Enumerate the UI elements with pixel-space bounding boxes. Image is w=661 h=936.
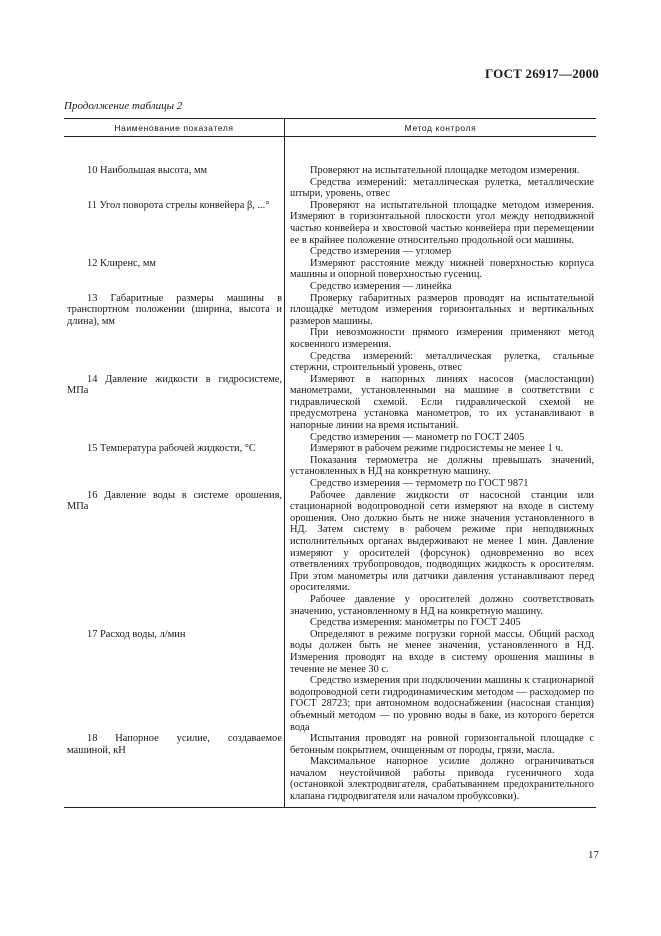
method-paragraph: Проверяют на испытательной площадке методом измерения. Измеряют в горизонтальной плоскости угол между неподвижной частью конвейера и хвостовой частью конвейера при перемещении ее в крайнее положение относительно продольной оси машины. xyxy=(290,199,594,246)
parameter-name: 15 Температура рабочей жидкости, °С xyxy=(87,443,256,455)
method-paragraph: Рабочее давление у оросителей должно соответствовать значению, установленному в НД на конкретную машину. xyxy=(290,593,594,617)
method-paragraph: При невозможности прямого измерения применяют метод косвенного измерения. xyxy=(290,327,594,350)
parameter-cell xyxy=(64,165,284,200)
parameter-name: 17 Расход воды, л/мин xyxy=(87,628,186,640)
table-row xyxy=(64,490,596,629)
table-row xyxy=(64,200,596,258)
parameter-cell xyxy=(64,374,284,444)
parameter-name: 11 Угол поворота стрелы конвейера β, ...° xyxy=(87,199,270,211)
parameter-name: 16 Давление воды в системе орошения, МПа xyxy=(67,489,282,513)
parameter-cell xyxy=(64,293,284,374)
col-header-parameter: Наименование показателя xyxy=(64,119,285,136)
method-paragraph: Средства измерений: металлическая рулетка, стальные стержни, строительный уровень, отвес xyxy=(290,350,594,374)
method-paragraph: Рабочее давление жидкости от насосной станции или стационарной водопроводной сети измеряют на входе в систему орошения. Оно должно быть не ниже значения установленного в НД. Затем систему в рабочем режиме при неподвижных исполнительных органах выдерживают не менее 1 мин. Давление измеряют у оросителей (форсунок) одновременно во всех ответвлениях трубопроводов, подводящих жидкость к оросителям. При этом манометры или датчики давления устанавливают перед оросителями. xyxy=(290,489,594,594)
standard-number: ГОСТ 26917—2000 xyxy=(484,66,599,81)
method-paragraph: Измеряют в рабочем режиме гидросистемы не менее 1 ч. xyxy=(310,443,564,455)
parameter-cell xyxy=(64,258,284,293)
method-paragraph: Испытания проводят на ровной горизонтальной площадке с бетонным покрытием, очищенным от породы, грязи, масла. xyxy=(290,733,594,756)
method-paragraph: Средство измерения — угломер xyxy=(310,246,452,258)
parameter-cell xyxy=(64,443,284,489)
method-cell xyxy=(284,490,596,629)
parameter-name: 10 Наибольшая высота, мм xyxy=(87,165,208,176)
method-paragraph: Показания термометра не должны превышать значений, установленных в НД на конкретную машину. xyxy=(290,454,594,478)
method-paragraph: Проверку габаритных размеров проводят на испытательной площадке методом измерения горизонтальных и вертикальных размеров машины. xyxy=(290,292,594,327)
parameter-name: 12 Клиренс, мм xyxy=(87,257,156,269)
table-row xyxy=(64,165,596,200)
table-continuation-caption: Продолжение таблицы 2 xyxy=(64,100,183,112)
method-paragraph: Средство измерения — термометр по ГОСТ 9871 xyxy=(310,478,529,490)
table-row xyxy=(64,733,596,803)
table-rows xyxy=(64,165,596,803)
method-paragraph: Средства измерений: металлическая рулетка, металлические штыри, уровень, отвес xyxy=(290,176,594,200)
method-cell xyxy=(284,629,596,733)
method-paragraph: Определяют в режиме погрузки горной массы. Общий расход воды должен быть не менее значения, установленного в НД. Измерения проводят на входе в систему орошения машины в течение не менее 30 с. xyxy=(290,628,594,675)
table-row xyxy=(64,293,596,374)
method-cell xyxy=(284,374,596,444)
col-header-method: Метод контроля xyxy=(404,122,477,133)
method-cell xyxy=(284,293,596,374)
method-cell xyxy=(284,165,596,200)
parameter-name: 13 Габаритные размеры машины в транспортном положении (ширина, высота и длина), мм xyxy=(67,292,282,327)
table-row xyxy=(64,258,596,293)
method-paragraph: Средство измерения — линейка xyxy=(310,280,452,292)
parameter-cell xyxy=(64,490,284,629)
column-divider xyxy=(284,137,285,807)
method-cell xyxy=(284,258,596,293)
method-paragraph: Максимальное напорное усилие должно ограничиваться началом неустойчивой работы привода гусеничного хода (остановкой электродвигателя, срабатыванием предохранительного клапана гидродвигателя или началом пробуксовки). xyxy=(290,756,594,803)
method-paragraph: Средства измерения: манометры по ГОСТ 2405 xyxy=(310,617,521,629)
parameter-cell xyxy=(64,200,284,258)
parameter-name: 18 Напорное усилие, создаваемое машиной, кН xyxy=(67,733,282,756)
parameter-cell xyxy=(64,733,284,803)
parameters-table xyxy=(64,118,596,808)
method-paragraph: Проверяют на испытательной площадке методом измерения. xyxy=(310,165,580,176)
page-number: 17 xyxy=(588,849,599,861)
method-cell xyxy=(284,733,596,803)
method-paragraph: Измеряют в напорных линиях насосов (маслостанции) манометрами, установленными на машине в соответствии с гидравлической схемой. Если гидравлической схемой не предусмотрена установка манометров, то их устанавливают в напорные линии на время испытаний. xyxy=(290,373,594,432)
method-cell xyxy=(284,443,596,489)
parameter-cell xyxy=(64,629,284,733)
table-header xyxy=(64,119,596,137)
method-paragraph: Средство измерения при подключении машины к стационарной водопроводной сети гидродинамическим методом — расходомер по ГОСТ 28723; при автономном водоснабжении (насосная станция) объемный методом — по уровню воды в баке, из которого берется вода xyxy=(290,675,594,733)
table-row xyxy=(64,629,596,733)
method-paragraph: Средство измерения — манометр по ГОСТ 2405 xyxy=(310,431,525,443)
table-row xyxy=(64,374,596,444)
method-cell xyxy=(284,200,596,258)
table-row xyxy=(64,443,596,489)
parameter-name: 14 Давление жидкости в гидросистеме, МПа xyxy=(67,373,282,397)
method-paragraph: Измеряют расстояние между нижней поверхностью корпуса машины и опорной поверхностью гусениц. xyxy=(290,257,594,281)
table-body xyxy=(64,137,596,807)
